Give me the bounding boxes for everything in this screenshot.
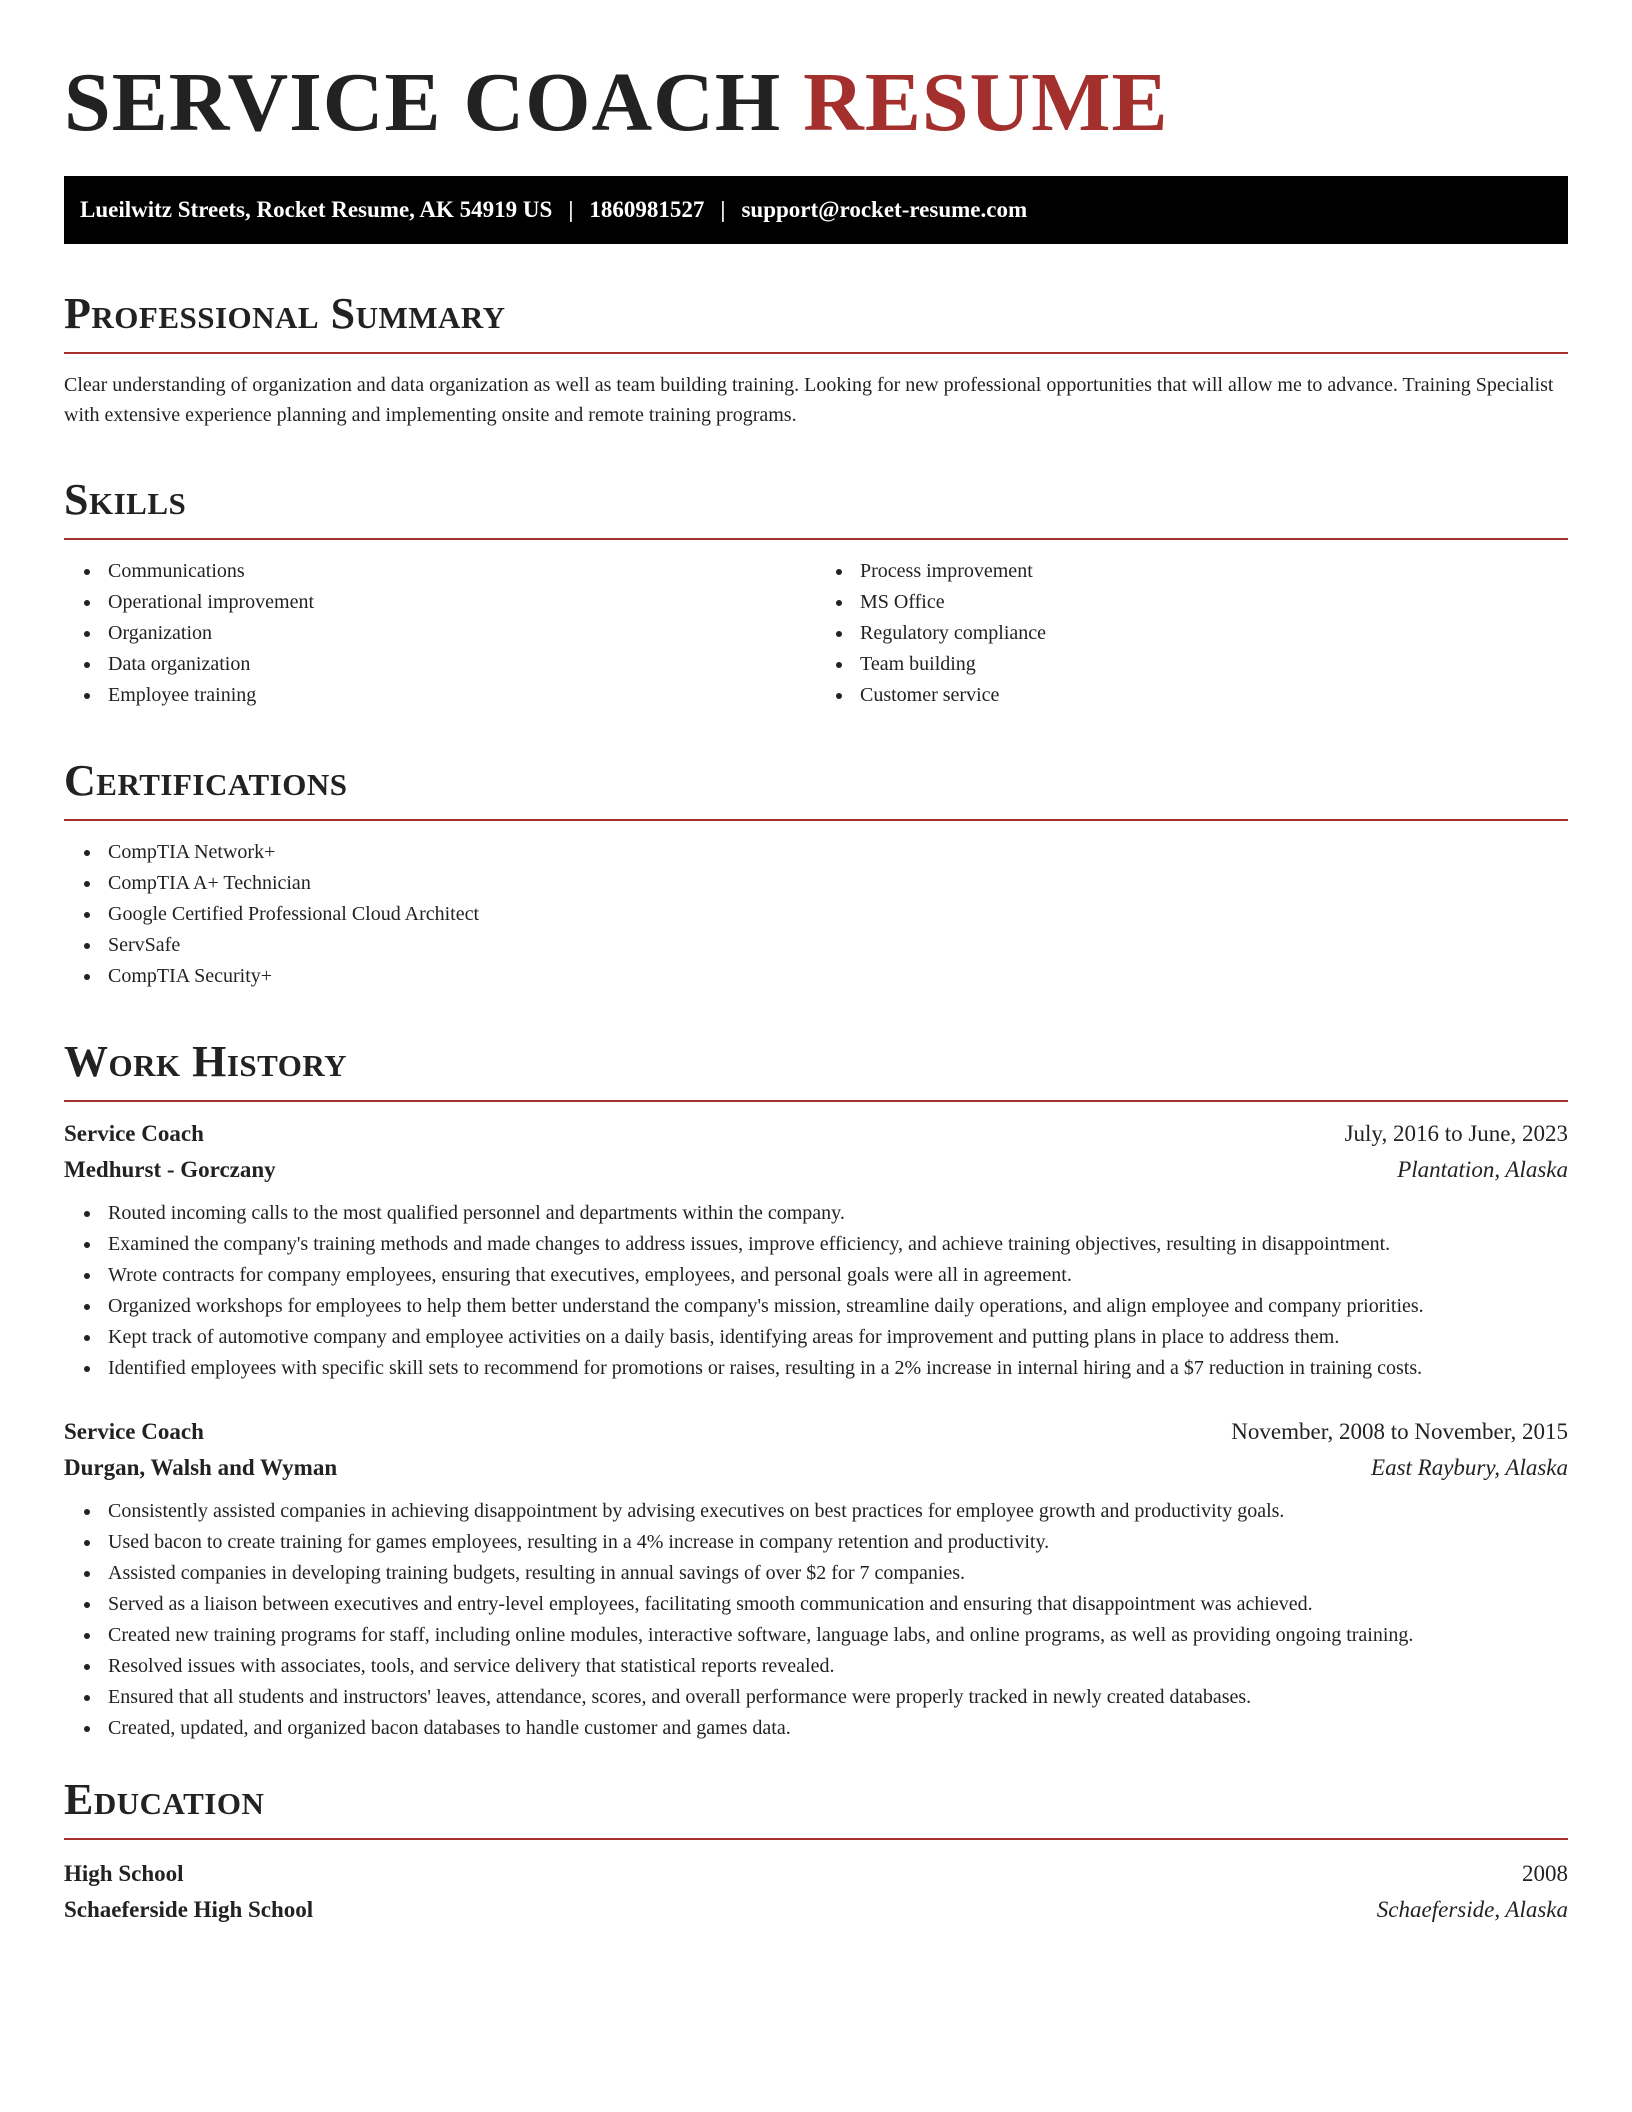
section-divider xyxy=(64,819,1568,821)
contact-bar xyxy=(64,176,1568,244)
section-divider xyxy=(64,1838,1568,1840)
job-duty: Organized workshops for employees to help them better understand the company's mission, streamline daily operations, and align employee and company priorities. xyxy=(108,1291,1568,1322)
job-company-row xyxy=(64,1450,1568,1486)
job-duty: Wrote contracts for company employees, ensuring that executives, employees, and personal goals were all in agreement. xyxy=(108,1260,1568,1291)
job-entry xyxy=(64,1116,1568,1384)
skills-section xyxy=(64,474,1568,711)
job-duty: Assisted companies in developing training budgets, resulting in annual savings of over $2 for 7 companies. xyxy=(108,1558,1568,1589)
work-history-section xyxy=(64,1036,1568,1744)
job-duty: Identified employees with specific skill sets to recommend for promotions or raises, resulting in a 2% increase in internal hiring and a $7 reduction in training costs. xyxy=(108,1353,1568,1384)
skill-item: Organization xyxy=(108,618,816,649)
job-company-row xyxy=(64,1152,1568,1188)
education-heading: Education xyxy=(64,1775,265,1824)
job-duty: Served as a liaison between executives and entry-level employees, facilitating smooth communication and ensuring that disappointment was achieved. xyxy=(108,1589,1568,1620)
job-dates: July, 2016 to June, 2023 xyxy=(1344,1121,1568,1146)
section-divider xyxy=(64,1100,1568,1102)
skill-item: Process improvement xyxy=(860,556,1568,587)
job-title: Service Coach xyxy=(64,1121,204,1146)
title-main: SERVICE COACH xyxy=(64,56,782,149)
job-duty: Used bacon to create training for games employees, resulting in a 4% increase in company retention and productivity. xyxy=(108,1527,1568,1558)
skill-item: Data organization xyxy=(108,649,816,680)
certification-item: CompTIA A+ Technician xyxy=(108,868,1568,899)
education-school-row xyxy=(64,1892,1568,1928)
section-divider xyxy=(64,538,1568,540)
section-divider xyxy=(64,352,1568,354)
skill-item: Operational improvement xyxy=(108,587,816,618)
job-location: East Raybury, Alaska xyxy=(1371,1455,1568,1480)
contact-phone: 1860981527 xyxy=(589,197,705,222)
job-company: Medhurst - Gorczany xyxy=(64,1157,276,1182)
skills-grid xyxy=(64,556,1568,711)
job-entry xyxy=(64,1414,1568,1744)
job-title-row xyxy=(64,1414,1568,1450)
contact-separator: | xyxy=(568,197,574,222)
job-duty: Kept track of automotive company and employee activities on a daily basis, identifying areas for improvement and putting plans in place to address them. xyxy=(108,1322,1568,1353)
education-section xyxy=(64,1774,1568,1928)
education-location: Schaeferside, Alaska xyxy=(1376,1897,1568,1922)
contact-email: support@rocket-resume.com xyxy=(741,197,1028,222)
work-history-heading: Work History xyxy=(64,1037,348,1086)
education-degree-row xyxy=(64,1856,1568,1892)
certifications-list xyxy=(64,837,1568,992)
job-duty: Created new training programs for staff, including online modules, interactive software, language labs, and online programs, as well as providing ongoing training. xyxy=(108,1620,1568,1651)
education-year: 2008 xyxy=(1522,1861,1568,1886)
title-accent: RESUME xyxy=(803,56,1169,149)
summary-text: Clear understanding of organization and data organization as well as team building training. Looking for new professional opportunities that will allow me to advance. Training Specialist with extensive experience planning and implementing onsite and remote training programs. xyxy=(64,374,1554,426)
certifications-heading: Certifications xyxy=(64,756,348,805)
contact-separator: | xyxy=(720,197,726,222)
summary-section xyxy=(64,288,1568,430)
skills-list-left xyxy=(64,556,816,711)
skill-item: Customer service xyxy=(860,680,1568,711)
job-duty: Resolved issues with associates, tools, and service delivery that statistical reports revealed. xyxy=(108,1651,1568,1682)
job-title-row xyxy=(64,1116,1568,1152)
certification-item: CompTIA Network+ xyxy=(108,837,1568,868)
certification-item: ServSafe xyxy=(108,930,1568,961)
certifications-section xyxy=(64,755,1568,992)
skill-item: Regulatory compliance xyxy=(860,618,1568,649)
skill-item: Employee training xyxy=(108,680,816,711)
job-duty: Consistently assisted companies in achieving disappointment by advising executives on best practices for employee growth and productivity goals. xyxy=(108,1496,1568,1527)
skills-list-right xyxy=(816,556,1568,711)
skills-heading: Skills xyxy=(64,475,187,524)
job-location: Plantation, Alaska xyxy=(1397,1157,1568,1182)
certification-item: Google Certified Professional Cloud Architect xyxy=(108,899,1568,930)
job-title: Service Coach xyxy=(64,1419,204,1444)
summary-heading: Professional Summary xyxy=(64,289,506,338)
job-duty: Routed incoming calls to the most qualified personnel and departments within the company. xyxy=(108,1198,1568,1229)
skill-item: Team building xyxy=(860,649,1568,680)
education-degree: High School xyxy=(64,1861,184,1886)
job-duties-list xyxy=(64,1198,1568,1384)
contact-address: Lueilwitz Streets, Rocket Resume, AK 54919 US xyxy=(80,197,553,222)
job-duty: Ensured that all students and instructors' leaves, attendance, scores, and overall performance were properly tracked in newly created databases. xyxy=(108,1682,1568,1713)
education-school: Schaeferside High School xyxy=(64,1897,314,1922)
certification-item: CompTIA Security+ xyxy=(108,961,1568,992)
resume-title xyxy=(64,52,1568,154)
job-dates: November, 2008 to November, 2015 xyxy=(1231,1419,1568,1444)
job-company: Durgan, Walsh and Wyman xyxy=(64,1455,338,1480)
skill-item: Communications xyxy=(108,556,816,587)
job-duty: Examined the company's training methods and made changes to address issues, improve efficiency, and achieve training objectives, resulting in disappointment. xyxy=(108,1229,1568,1260)
job-duty: Created, updated, and organized bacon databases to handle customer and games data. xyxy=(108,1713,1568,1744)
job-duties-list xyxy=(64,1496,1568,1744)
skill-item: MS Office xyxy=(860,587,1568,618)
